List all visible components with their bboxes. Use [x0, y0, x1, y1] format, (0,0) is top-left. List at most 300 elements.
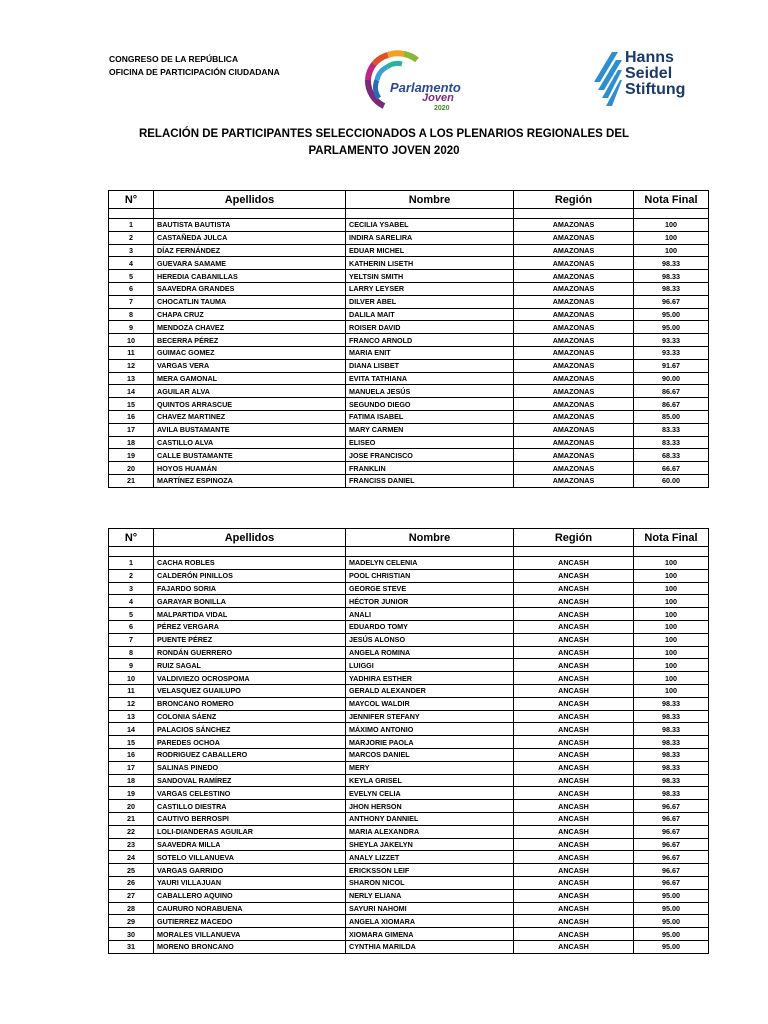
final-grade-cell: 68.33 [634, 449, 709, 462]
name-cell: DALILA MAIT [346, 308, 514, 321]
row-number: 13 [109, 710, 154, 723]
name-cell: LUIGGI [346, 659, 514, 672]
name-cell: JHON HERSON [346, 800, 514, 813]
region-cell: ANCASH [514, 608, 634, 621]
final-grade-cell: 98.33 [634, 723, 709, 736]
blank-row [109, 209, 709, 219]
final-grade-cell: 95.00 [634, 940, 709, 953]
region-cell: AMAZONAS [514, 449, 634, 462]
surnames-cell: BAUTISTA BAUTISTA [154, 219, 346, 232]
name-cell: MAYCOL WALDIR [346, 697, 514, 710]
table-row [109, 449, 709, 462]
row-number: 2 [109, 231, 154, 244]
row-number: 16 [109, 748, 154, 761]
region-cell: AMAZONAS [514, 321, 634, 334]
table-row [109, 462, 709, 475]
surnames-cell: MORENO BRONCANO [154, 940, 346, 953]
row-number: 26 [109, 876, 154, 889]
table-row [109, 295, 709, 308]
surnames-cell: RODRIGUEZ CABALLERO [154, 748, 346, 761]
surnames-cell: YAURI VILLAJUAN [154, 876, 346, 889]
row-number: 19 [109, 787, 154, 800]
participants-table-amazonas [108, 190, 709, 488]
region-cell: AMAZONAS [514, 219, 634, 232]
table-row [109, 736, 709, 749]
row-number: 14 [109, 723, 154, 736]
row-number: 4 [109, 595, 154, 608]
row-number: 20 [109, 462, 154, 475]
table-row [109, 774, 709, 787]
row-number: 1 [109, 219, 154, 232]
final-grade-cell: 100 [634, 620, 709, 633]
table-row [109, 321, 709, 334]
row-number: 7 [109, 633, 154, 646]
row-number: 1 [109, 557, 154, 570]
name-cell: ANTHONY DANNIEL [346, 812, 514, 825]
region-cell: ANCASH [514, 915, 634, 928]
final-grade-cell: 91.67 [634, 359, 709, 372]
table-row [109, 851, 709, 864]
region-cell: AMAZONAS [514, 462, 634, 475]
name-cell: MADELYN CELENIA [346, 557, 514, 570]
participants-table-ancash [108, 528, 709, 954]
surnames-cell: PÉREZ VERGARA [154, 620, 346, 633]
blank-row [109, 547, 709, 557]
table-row [109, 646, 709, 659]
name-cell: EVITA TATHIANA [346, 372, 514, 385]
hss-line-1: Hanns [625, 49, 674, 66]
name-cell: MERY [346, 761, 514, 774]
row-number: 29 [109, 915, 154, 928]
final-grade-cell: 98.33 [634, 761, 709, 774]
row-number: 10 [109, 334, 154, 347]
name-cell: FRANKLIN [346, 462, 514, 475]
surnames-cell: SOTELO VILLANUEVA [154, 851, 346, 864]
name-cell: YADHIRA ESTHER [346, 672, 514, 685]
col-header-final-grade: Nota Final [634, 191, 709, 209]
region-cell: ANCASH [514, 582, 634, 595]
region-cell: ANCASH [514, 620, 634, 633]
name-cell: EDUARDO TOMY [346, 620, 514, 633]
name-cell: XIOMARA GIMENA [346, 928, 514, 941]
table-row [109, 557, 709, 570]
surnames-cell: LOLI-DIANDERAS AGUILAR [154, 825, 346, 838]
row-number: 11 [109, 684, 154, 697]
col-header-number: N° [109, 191, 154, 209]
name-cell: LARRY LEYSER [346, 282, 514, 295]
final-grade-cell: 100 [634, 672, 709, 685]
final-grade-cell: 96.67 [634, 876, 709, 889]
final-grade-cell: 90.00 [634, 372, 709, 385]
final-grade-cell: 66.67 [634, 462, 709, 475]
region-cell: AMAZONAS [514, 346, 634, 359]
table-row [109, 787, 709, 800]
hss-wordmark [625, 50, 685, 98]
final-grade-cell: 60.00 [634, 474, 709, 487]
final-grade-cell: 98.33 [634, 736, 709, 749]
surnames-cell: CALLE BUSTAMANTE [154, 449, 346, 462]
surnames-cell: VARGAS VERA [154, 359, 346, 372]
final-grade-cell: 100 [634, 219, 709, 232]
final-grade-cell: 96.67 [634, 864, 709, 877]
table-row [109, 282, 709, 295]
final-grade-cell: 95.00 [634, 889, 709, 902]
surnames-cell: MENDOZA CHAVEZ [154, 321, 346, 334]
final-grade-cell: 98.33 [634, 787, 709, 800]
table-row [109, 940, 709, 953]
surnames-cell: DÍAZ FERNÁNDEZ [154, 244, 346, 257]
table-row [109, 595, 709, 608]
region-cell: ANCASH [514, 646, 634, 659]
name-cell: DILVER ABEL [346, 295, 514, 308]
region-cell: AMAZONAS [514, 257, 634, 270]
surnames-cell: BRONCANO ROMERO [154, 697, 346, 710]
col-header-region: Región [514, 191, 634, 209]
table-row [109, 633, 709, 646]
row-number: 23 [109, 838, 154, 851]
surnames-cell: VARGAS CELESTINO [154, 787, 346, 800]
final-grade-cell: 86.67 [634, 385, 709, 398]
table-row [109, 812, 709, 825]
table-row [109, 902, 709, 915]
row-number: 12 [109, 359, 154, 372]
region-cell: ANCASH [514, 902, 634, 915]
region-cell: ANCASH [514, 889, 634, 902]
name-cell: KEYLA GRISEL [346, 774, 514, 787]
row-number: 6 [109, 282, 154, 295]
table-row [109, 723, 709, 736]
name-cell: MARCOS DANIEL [346, 748, 514, 761]
final-grade-cell: 83.33 [634, 423, 709, 436]
surnames-cell: HOYOS HUAMÁN [154, 462, 346, 475]
col-header-surnames: Apellidos [154, 191, 346, 209]
name-cell: MARIA ALEXANDRA [346, 825, 514, 838]
col-header-number: N° [109, 529, 154, 547]
name-cell: ERICKSSON LEIF [346, 864, 514, 877]
region-cell: ANCASH [514, 672, 634, 685]
row-number: 3 [109, 582, 154, 595]
region-cell: AMAZONAS [514, 308, 634, 321]
final-grade-cell: 100 [634, 646, 709, 659]
table-row [109, 231, 709, 244]
name-cell: HÉCTOR JUNIOR [346, 595, 514, 608]
col-header-surnames: Apellidos [154, 529, 346, 547]
final-grade-cell: 98.33 [634, 270, 709, 283]
table-row [109, 889, 709, 902]
surnames-cell: AGUILAR ALVA [154, 385, 346, 398]
final-grade-cell: 96.67 [634, 295, 709, 308]
surnames-cell: MALPARTIDA VIDAL [154, 608, 346, 621]
final-grade-cell: 100 [634, 633, 709, 646]
region-cell: AMAZONAS [514, 334, 634, 347]
final-grade-cell: 98.33 [634, 710, 709, 723]
final-grade-cell: 100 [634, 595, 709, 608]
row-number: 21 [109, 474, 154, 487]
logo-word-joven: Joven [422, 92, 454, 104]
table-row [109, 219, 709, 232]
name-cell: MANUELA JESÚS [346, 385, 514, 398]
region-cell: AMAZONAS [514, 410, 634, 423]
surnames-cell: VARGAS GARRIDO [154, 864, 346, 877]
final-grade-cell: 100 [634, 569, 709, 582]
name-cell: MÁXIMO ANTONIO [346, 723, 514, 736]
table-row [109, 346, 709, 359]
row-number: 12 [109, 697, 154, 710]
name-cell: JESÚS ALONSO [346, 633, 514, 646]
name-cell: DIANA LISBET [346, 359, 514, 372]
name-cell: SHARON NICOL [346, 876, 514, 889]
final-grade-cell: 98.33 [634, 697, 709, 710]
logo-word-parlamento: Parlamento [390, 80, 461, 95]
surnames-cell: GARAYAR BONILLA [154, 595, 346, 608]
table-row [109, 244, 709, 257]
name-cell: ANGELA ROMINA [346, 646, 514, 659]
surnames-cell: PALACIOS SÁNCHEZ [154, 723, 346, 736]
surnames-cell: GUEVARA SAMAME [154, 257, 346, 270]
region-cell: AMAZONAS [514, 436, 634, 449]
table-row [109, 474, 709, 487]
parlamento-joven-logo [354, 50, 464, 112]
surnames-cell: CHOCATLIN TAUMA [154, 295, 346, 308]
surnames-cell: PUENTE PÉREZ [154, 633, 346, 646]
row-number: 27 [109, 889, 154, 902]
final-grade-cell: 96.67 [634, 825, 709, 838]
surnames-cell: BECERRA PÉREZ [154, 334, 346, 347]
region-cell: AMAZONAS [514, 270, 634, 283]
table-row [109, 928, 709, 941]
row-number: 15 [109, 736, 154, 749]
region-cell: AMAZONAS [514, 244, 634, 257]
table-row [109, 436, 709, 449]
col-header-name: Nombre [346, 191, 514, 209]
name-cell: CECILIA YSABEL [346, 219, 514, 232]
final-grade-cell: 100 [634, 557, 709, 570]
region-cell: AMAZONAS [514, 372, 634, 385]
table-row [109, 825, 709, 838]
org-line-1: CONGRESO DE LA REPÚBLICA [109, 54, 239, 64]
region-cell: ANCASH [514, 557, 634, 570]
table-row [109, 864, 709, 877]
region-cell: ANCASH [514, 723, 634, 736]
region-cell: ANCASH [514, 864, 634, 877]
region-cell: ANCASH [514, 761, 634, 774]
region-cell: AMAZONAS [514, 398, 634, 411]
row-number: 7 [109, 295, 154, 308]
row-number: 13 [109, 372, 154, 385]
hss-stripes-icon [592, 52, 622, 108]
final-grade-cell: 96.67 [634, 812, 709, 825]
final-grade-cell: 100 [634, 231, 709, 244]
final-grade-cell: 100 [634, 608, 709, 621]
name-cell: SEGUNDO DIEGO [346, 398, 514, 411]
region-cell: AMAZONAS [514, 231, 634, 244]
region-cell: ANCASH [514, 633, 634, 646]
table-row [109, 684, 709, 697]
row-number: 8 [109, 308, 154, 321]
final-grade-cell: 83.33 [634, 436, 709, 449]
final-grade-cell: 100 [634, 659, 709, 672]
region-cell: ANCASH [514, 825, 634, 838]
table-row [109, 398, 709, 411]
region-cell: AMAZONAS [514, 474, 634, 487]
surnames-cell: FAJARDO SORIA [154, 582, 346, 595]
org-line-2: OFICINA DE PARTICIPACIÓN CIUDADANA [109, 67, 280, 77]
final-grade-cell: 85.00 [634, 410, 709, 423]
row-number: 21 [109, 812, 154, 825]
final-grade-cell: 93.33 [634, 334, 709, 347]
surnames-cell: MERA GAMONAL [154, 372, 346, 385]
surnames-cell: RUIZ SAGAL [154, 659, 346, 672]
surnames-cell: MARTÍNEZ ESPINOZA [154, 474, 346, 487]
table-row [109, 423, 709, 436]
row-number: 5 [109, 270, 154, 283]
table-row [109, 385, 709, 398]
surnames-cell: CAUTIVO BERROSPI [154, 812, 346, 825]
surnames-cell: CABALLERO AQUINO [154, 889, 346, 902]
surnames-cell: RONDÁN GUERRERO [154, 646, 346, 659]
name-cell: GERALD ALEXANDER [346, 684, 514, 697]
region-cell: ANCASH [514, 800, 634, 813]
surnames-cell: PAREDES OCHOA [154, 736, 346, 749]
final-grade-cell: 98.33 [634, 774, 709, 787]
hss-line-3: Stiftung [625, 81, 686, 98]
final-grade-cell: 95.00 [634, 321, 709, 334]
name-cell: FRANCO ARNOLD [346, 334, 514, 347]
name-cell: JOSE FRANCISCO [346, 449, 514, 462]
document-title-line-2: PARLAMENTO JOVEN 2020 [308, 145, 460, 157]
row-number: 20 [109, 800, 154, 813]
hss-line-2: Seidel [625, 65, 673, 82]
surnames-cell: CACHA ROBLES [154, 557, 346, 570]
table-row [109, 308, 709, 321]
surnames-cell: GUIMAC GOMEZ [154, 346, 346, 359]
surnames-cell: AVILA BUSTAMANTE [154, 423, 346, 436]
row-number: 4 [109, 257, 154, 270]
surnames-cell: HEREDIA CABANILLAS [154, 270, 346, 283]
region-cell: AMAZONAS [514, 295, 634, 308]
hanns-seidel-stiftung-logo [592, 50, 702, 108]
region-cell: AMAZONAS [514, 385, 634, 398]
name-cell: KATHERIN LISETH [346, 257, 514, 270]
surnames-cell: CAURURO NORABUENA [154, 902, 346, 915]
name-cell: JENNIFER STEFANY [346, 710, 514, 723]
table-row [109, 697, 709, 710]
surnames-cell: SALINAS PINEDO [154, 761, 346, 774]
row-number: 28 [109, 902, 154, 915]
final-grade-cell: 95.00 [634, 308, 709, 321]
surnames-cell: SANDOVAL RAMÍREZ [154, 774, 346, 787]
final-grade-cell: 96.67 [634, 838, 709, 851]
region-cell: ANCASH [514, 697, 634, 710]
row-number: 8 [109, 646, 154, 659]
final-grade-cell: 95.00 [634, 902, 709, 915]
surnames-cell: VELASQUEZ GUAILUPO [154, 684, 346, 697]
final-grade-cell: 98.33 [634, 282, 709, 295]
region-cell: ANCASH [514, 787, 634, 800]
region-cell: ANCASH [514, 812, 634, 825]
row-number: 15 [109, 398, 154, 411]
surnames-cell: GUTIERREZ MACEDO [154, 915, 346, 928]
logo-year: 2020 [434, 105, 450, 112]
row-number: 9 [109, 321, 154, 334]
name-cell: ANALY LIZZET [346, 851, 514, 864]
name-cell: ROISER DAVID [346, 321, 514, 334]
surnames-cell: CHAVEZ MARTINEZ [154, 410, 346, 423]
region-cell: ANCASH [514, 851, 634, 864]
table-row [109, 257, 709, 270]
name-cell: CYNTHIA MARILDA [346, 940, 514, 953]
final-grade-cell: 86.67 [634, 398, 709, 411]
table-row [109, 620, 709, 633]
table-row [109, 359, 709, 372]
name-cell: ELISEO [346, 436, 514, 449]
region-cell: ANCASH [514, 940, 634, 953]
final-grade-cell: 100 [634, 684, 709, 697]
surnames-cell: CHAPA CRUZ [154, 308, 346, 321]
table-row [109, 876, 709, 889]
surnames-cell: CASTILLO DIESTRA [154, 800, 346, 813]
organization-header [109, 53, 280, 79]
row-number: 5 [109, 608, 154, 621]
name-cell: MARIA ENIT [346, 346, 514, 359]
region-cell: ANCASH [514, 876, 634, 889]
region-cell: ANCASH [514, 838, 634, 851]
row-number: 18 [109, 774, 154, 787]
name-cell: MARY CARMEN [346, 423, 514, 436]
table-row [109, 838, 709, 851]
name-cell: FRANCISS DANIEL [346, 474, 514, 487]
row-number: 25 [109, 864, 154, 877]
row-number: 19 [109, 449, 154, 462]
name-cell: POOL CHRISTIAN [346, 569, 514, 582]
col-header-final-grade: Nota Final [634, 529, 709, 547]
row-number: 17 [109, 761, 154, 774]
final-grade-cell: 93.33 [634, 346, 709, 359]
name-cell: YELTSIN SMITH [346, 270, 514, 283]
surnames-cell: VALDIVIEZO OCROSPOMA [154, 672, 346, 685]
row-number: 16 [109, 410, 154, 423]
table-row [109, 334, 709, 347]
surnames-cell: CASTILLO ALVA [154, 436, 346, 449]
name-cell: SAYURI NAHOMI [346, 902, 514, 915]
document-title-line-1: RELACIÓN DE PARTICIPANTES SELECCIONADOS A LOS PLENARIOS REGIONALES DEL [138, 128, 630, 140]
region-cell: ANCASH [514, 684, 634, 697]
final-grade-cell: 96.67 [634, 851, 709, 864]
row-number: 10 [109, 672, 154, 685]
final-grade-cell: 96.67 [634, 800, 709, 813]
final-grade-cell: 98.33 [634, 257, 709, 270]
table-row [109, 748, 709, 761]
region-cell: ANCASH [514, 595, 634, 608]
surnames-cell: SAAVEDRA GRANDES [154, 282, 346, 295]
name-cell: EVELYN CELIA [346, 787, 514, 800]
col-header-name: Nombre [346, 529, 514, 547]
surnames-cell: CALDERÓN PINILLOS [154, 569, 346, 582]
region-cell: ANCASH [514, 659, 634, 672]
table-row [109, 672, 709, 685]
row-number: 31 [109, 940, 154, 953]
row-number: 2 [109, 569, 154, 582]
table-row [109, 410, 709, 423]
region-cell: ANCASH [514, 569, 634, 582]
col-header-region: Región [514, 529, 634, 547]
region-cell: AMAZONAS [514, 359, 634, 372]
region-cell: ANCASH [514, 736, 634, 749]
name-cell: SHEYLA JAKELYN [346, 838, 514, 851]
table-header-row [109, 191, 709, 209]
table-row [109, 915, 709, 928]
table-header-row [109, 529, 709, 547]
